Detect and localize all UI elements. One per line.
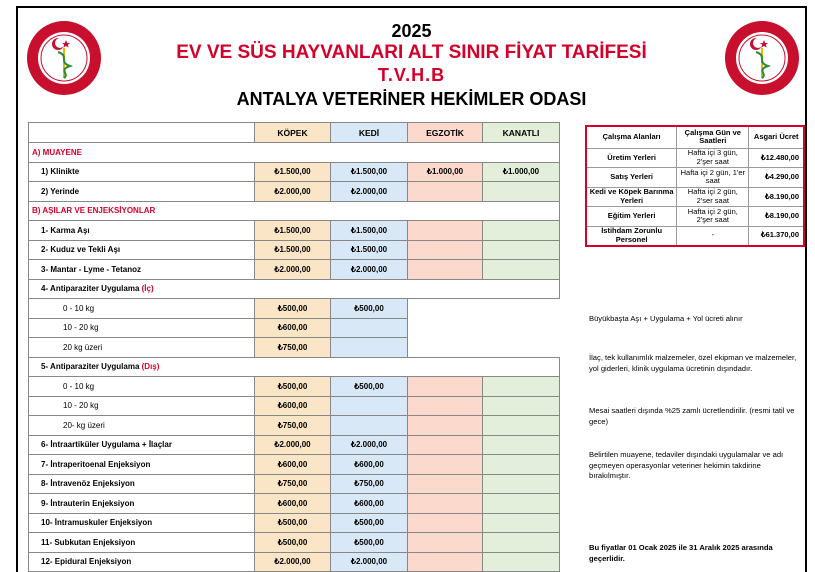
wage-hours: Hafta içi 2 gün, 2'şer saat (677, 207, 749, 227)
price-kedi: ₺1.500,00 (331, 162, 408, 182)
table-row (29, 240, 560, 260)
price-kanatli (483, 338, 560, 358)
price-kanatli (483, 318, 560, 338)
price-egzotik (408, 396, 483, 416)
row-label-text: 4- Antiparaziter Uygulama (41, 284, 142, 294)
price-egzotik (408, 474, 483, 494)
row-label: 20 kg üzeri (29, 338, 255, 358)
row-label: 11- Subkutan Enjeksiyon (29, 533, 255, 553)
wage-area: İstihdam Zorunlu Personel (586, 226, 677, 246)
price-kanatli (483, 533, 560, 553)
row-label: 10 - 20 kg (29, 396, 255, 416)
price-kopek: ₺750,00 (255, 338, 331, 358)
price-kedi (331, 396, 408, 416)
organization-short: T.V.H.B (377, 65, 446, 85)
chamber-name: ANTALYA VETERİNER HEKİMLER ODASI (236, 89, 587, 109)
row-label-antiparaziter-ic (29, 279, 560, 299)
price-kanatli: ₺1.000,00 (483, 162, 560, 182)
price-kopek: ₺500,00 (255, 299, 331, 319)
wage-table-header (586, 126, 804, 148)
price-kopek: ₺600,00 (255, 318, 331, 338)
note-takdir: Belirtilen muayene, tedaviler dışındaki uygulamalar ve adı geçmeyen operasyonlar veteriner hekimin takdirine bırakılmıştır. (589, 450, 784, 480)
price-egzotik (408, 494, 483, 514)
svg-text:1960: 1960 (58, 84, 70, 89)
price-egzotik: ₺1.000,00 (408, 162, 483, 182)
price-kedi: ₺500,00 (331, 299, 408, 319)
section-row-asilar (29, 201, 560, 221)
price-kopek: ₺750,00 (255, 416, 331, 436)
wage-area: Satış Yerleri (586, 168, 677, 188)
row-label: 1- Karma Aşı (29, 221, 255, 241)
document-header (18, 8, 805, 116)
row-label: 0 - 10 kg (29, 299, 255, 319)
price-egzotik (408, 513, 483, 533)
row-label: 12- Epidural Enjeksiyon (29, 552, 255, 572)
row-label: 0 - 10 kg (29, 377, 255, 397)
wage-header-wage: Asgari Ücret (749, 126, 804, 148)
table-row (29, 221, 560, 241)
price-kanatli (483, 455, 560, 475)
price-kedi: ₺600,00 (331, 494, 408, 514)
price-kopek: ₺2.000,00 (255, 260, 331, 280)
table-row (586, 168, 804, 188)
row-label-paren: (İç) (141, 284, 154, 294)
wage-hours: Hafta içi 2 gün, 2'ser saat (677, 187, 749, 207)
price-kanatli (483, 513, 560, 533)
table-row (29, 435, 560, 455)
price-kopek: ₺600,00 (255, 396, 331, 416)
price-kanatli (483, 299, 560, 319)
row-label: 2) Yerinde (29, 182, 255, 202)
price-kanatli (483, 240, 560, 260)
table-row (29, 182, 560, 202)
wage-header-area: Çalışma Alanları (586, 126, 677, 148)
price-kedi: ₺2.000,00 (331, 435, 408, 455)
column-kopek: KÖPEK (255, 123, 331, 143)
price-egzotik (408, 240, 483, 260)
wage-area: Eğitim Yerleri (586, 207, 677, 227)
price-egzotik (408, 182, 483, 202)
header-blank (29, 123, 255, 143)
column-kedi: KEDİ (331, 123, 408, 143)
tvhb-logo-icon-right (722, 14, 802, 106)
price-egzotik (408, 221, 483, 241)
wage-amount: ₺8.190,00 (749, 187, 804, 207)
price-kanatli (483, 435, 560, 455)
price-kopek: ₺500,00 (255, 513, 331, 533)
wage-amount: ₺8.190,00 (749, 207, 804, 227)
price-egzotik (408, 299, 483, 319)
table-row (29, 260, 560, 280)
wage-header-hours: Çalışma Gün ve Saatleri (677, 126, 749, 148)
price-kopek: ₺600,00 (255, 494, 331, 514)
table-row (29, 396, 560, 416)
row-label: 8- İntravenöz Enjeksiyon (29, 474, 255, 494)
price-table-header (29, 123, 560, 143)
price-egzotik (408, 552, 483, 572)
price-kedi: ₺750,00 (331, 474, 408, 494)
note-gecerlilik: Bu fiyatlar 01 Ocak 2025 ile 31 Aralık 2025 arasında geçerlidir. (589, 543, 773, 563)
row-label: 2- Kuduz ve Tekli Aşı (29, 240, 255, 260)
table-row (29, 377, 560, 397)
note-ilac: İlaç, tek kullanımlık malzemeler, özel ekipman ve malzemeler, yol giderleri, klinik uygulama ücretinin dışındadır. (589, 353, 797, 373)
price-egzotik (408, 260, 483, 280)
price-kedi: ₺600,00 (331, 455, 408, 475)
table-row (29, 416, 560, 436)
wage-area: Kedi ve Köpek Barınma Yerleri (586, 187, 677, 207)
wage-amount: ₺4.290,00 (749, 168, 804, 188)
price-kanatli (483, 260, 560, 280)
table-row (29, 318, 560, 338)
wage-hours: - (677, 226, 749, 246)
price-egzotik (408, 435, 483, 455)
price-kedi: ₺2.000,00 (331, 182, 408, 202)
note-mesai: Mesai saatleri dışında %25 zamlı ücretlendirilir. (resmi tatil ve gece) (589, 406, 795, 426)
price-kopek: ₺750,00 (255, 474, 331, 494)
price-kopek: ₺2.000,00 (255, 552, 331, 572)
price-kedi (331, 318, 408, 338)
price-table (28, 122, 560, 572)
price-kedi: ₺500,00 (331, 533, 408, 553)
price-kanatli (483, 396, 560, 416)
tariff-page (16, 6, 807, 572)
price-kopek: ₺1.500,00 (255, 240, 331, 260)
price-kopek: ₺600,00 (255, 455, 331, 475)
table-row (29, 552, 560, 572)
price-kedi: ₺500,00 (331, 513, 408, 533)
price-kopek: ₺500,00 (255, 377, 331, 397)
column-kanatli: KANATLI (483, 123, 560, 143)
section-title-asilar: B) AŞILAR VE ENJEKSİYONLAR (29, 201, 560, 221)
wage-hours: Hafta içi 3 gün, 2'şer saat (677, 148, 749, 168)
price-kedi (331, 338, 408, 358)
price-kedi: ₺1.500,00 (331, 221, 408, 241)
table-row (29, 162, 560, 182)
wage-table (585, 125, 805, 247)
price-kanatli (483, 552, 560, 572)
price-egzotik (408, 455, 483, 475)
section-row-muayene (29, 143, 560, 163)
row-label: 3- Mantar - Lyme - Tetanoz (29, 260, 255, 280)
document-title: EV VE SÜS HAYVANLARI ALT SINIR FİYAT TARİFESİ (176, 42, 647, 63)
row-label-text: 5- Antiparaziter Uygulama (41, 362, 142, 372)
table-row (586, 187, 804, 207)
table-row (29, 513, 560, 533)
row-label: 6- İntraartiküler Uygulama + İlaçlar (29, 435, 255, 455)
svg-text:1960: 1960 (756, 84, 768, 89)
price-kopek: ₺2.000,00 (255, 182, 331, 202)
row-label: 7- İntraperitoenal Enjeksiyon (29, 455, 255, 475)
price-kanatli (483, 494, 560, 514)
wage-amount: ₺12.480,00 (749, 148, 804, 168)
table-row (29, 474, 560, 494)
wage-hours: Hafta içi 2 gün, 1'er saat (677, 168, 749, 188)
table-row (29, 357, 560, 377)
table-row (586, 207, 804, 227)
row-label: 1) Klinikte (29, 162, 255, 182)
price-kanatli (483, 221, 560, 241)
price-kanatli (483, 474, 560, 494)
column-egzotik: EGZOTİK (408, 123, 483, 143)
table-row (29, 279, 560, 299)
price-kedi: ₺500,00 (331, 377, 408, 397)
wage-amount: ₺61.370,00 (749, 226, 804, 246)
table-row (29, 494, 560, 514)
row-label: 10 - 20 kg (29, 318, 255, 338)
section-title-muayene: A) MUAYENE (29, 143, 560, 163)
table-row (586, 148, 804, 168)
price-kedi: ₺1.500,00 (331, 240, 408, 260)
price-kopek: ₺2.000,00 (255, 435, 331, 455)
table-row (586, 226, 804, 246)
price-kanatli (483, 377, 560, 397)
row-label: 10- İntramuskuler Enjeksiyon (29, 513, 255, 533)
row-label: 20- kg üzeri (29, 416, 255, 436)
price-egzotik (408, 338, 483, 358)
price-kedi: ₺2.000,00 (331, 260, 408, 280)
price-kedi: ₺2.000,00 (331, 552, 408, 572)
wage-area: Üretim Yerleri (586, 148, 677, 168)
price-kanatli (483, 416, 560, 436)
price-kopek: ₺1.500,00 (255, 162, 331, 182)
table-row (29, 455, 560, 475)
row-label-antiparaziter-dis (29, 357, 560, 377)
price-kopek: ₺500,00 (255, 533, 331, 553)
price-egzotik (408, 416, 483, 436)
table-row (29, 533, 560, 553)
price-egzotik (408, 377, 483, 397)
price-egzotik (408, 318, 483, 338)
note-buyukbas: Büyükbaşta Aşı + Uygulama + Yol ücreti alınır (589, 314, 743, 323)
table-row (29, 299, 560, 319)
price-kopek: ₺1.500,00 (255, 221, 331, 241)
price-kanatli (483, 182, 560, 202)
table-row (29, 338, 560, 358)
document-year: 2025 (391, 21, 432, 41)
row-label-paren: (Dış) (141, 362, 160, 372)
price-kedi (331, 416, 408, 436)
row-label: 9- İntrauterin Enjeksiyon (29, 494, 255, 514)
price-egzotik (408, 533, 483, 553)
